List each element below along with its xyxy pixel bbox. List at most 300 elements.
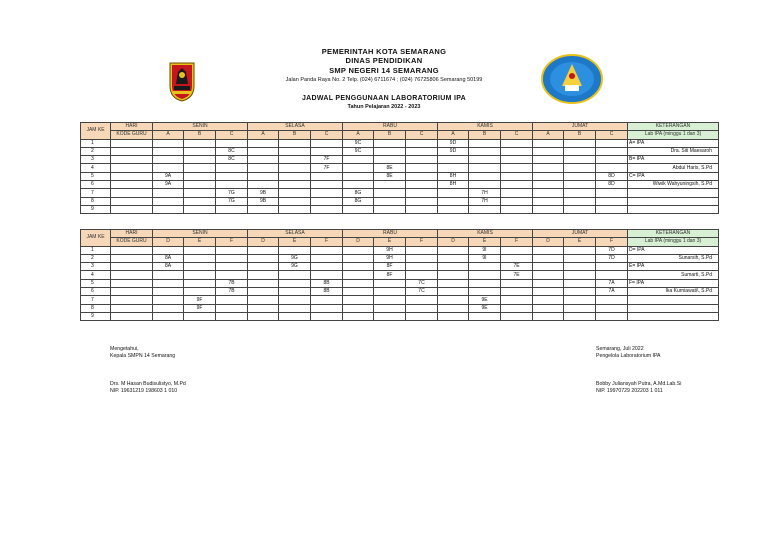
schedule-cell [279,205,311,213]
schedule-cell [279,181,311,189]
schedule-cell [564,288,596,296]
schedule-cell [438,271,469,279]
schedule-cell: 8D [596,181,628,189]
schedule-cell [374,304,406,312]
schedule-cell [438,288,469,296]
schedule-cell [406,172,438,180]
jam-number: 9 [81,205,111,213]
schedule-cell [153,147,184,155]
jam-ke-header: JAM KE [81,230,111,247]
schedule-cell [469,205,501,213]
jam-number: 2 [81,147,111,155]
education-emblem-icon [541,54,603,104]
class-header-d: D [248,238,279,246]
schedule-cell [501,189,533,197]
day-header-kamis: KAMIS [438,230,533,238]
schedule-cell [596,312,628,320]
schedule-cell [438,304,469,312]
schedule-table-def [80,229,719,321]
hari-header: HARI [111,230,153,238]
schedule-cell [184,271,216,279]
schedule-cell: 7F [311,156,343,164]
dept-name: DINAS PENDIDIKAN [345,56,423,65]
schedule-cell [184,189,216,197]
schedule-cell [184,164,216,172]
schedule-cell [311,189,343,197]
schedule-cell [564,312,596,320]
schedule-cell [248,312,279,320]
schedule-cell [343,246,374,254]
class-header-c: C [501,131,533,139]
header-row-days [81,123,719,131]
schedule-cell [248,288,279,296]
schedule-cell [533,156,564,164]
day-header-kamis: KAMIS [438,123,533,131]
schedule-cell: 8G [343,189,374,197]
schedule-cell [374,139,406,147]
schedule-cell: 8D [596,172,628,180]
schedule-cell [438,312,469,320]
schedule-cell [564,304,596,312]
schedule-cell: 9I [469,254,501,262]
schedule-cell [374,181,406,189]
schedule-cell: 8G [343,197,374,205]
schedule-cell [533,197,564,205]
schedule-cell: 7H [469,197,501,205]
table-row [81,246,719,254]
schedule-cell [279,164,311,172]
schedule-cell [438,279,469,287]
schedule-cell [501,172,533,180]
schedule-cell [533,189,564,197]
schedule-cell [596,263,628,271]
schedule-cell [533,205,564,213]
school-name: SMP NEGERI 14 SEMARANG [329,66,439,75]
schedule-cell: 8C [216,156,248,164]
schedule-cell [279,271,311,279]
schedule-cell [311,205,343,213]
schedule-cell: 9E [469,304,501,312]
schedule-cell [248,139,279,147]
schedule-cell: 8H [438,181,469,189]
schedule-cell [469,147,501,155]
day-header-rabu: RABU [343,123,438,131]
schedule-cell [564,296,596,304]
schedule-cell [596,156,628,164]
table-row [81,312,719,320]
schedule-cell [469,263,501,271]
table-row [81,181,719,189]
schedule-cell: 8F [374,263,406,271]
sig-left-name-block [110,381,186,395]
schedule-cell [533,181,564,189]
schedule-cell: 7E [501,263,533,271]
sig-left-acknowledge [110,346,175,360]
keterangan-cell [628,197,719,205]
class-header-b: B [184,131,216,139]
schedule-cell [406,181,438,189]
keterangan-header: KETERANGAN [628,123,719,131]
schedule-cell: 9B [248,189,279,197]
kode-guru-cell [111,197,153,205]
schedule-cell [596,189,628,197]
schedule-cell: 9H [374,246,406,254]
schedule-cell [343,263,374,271]
schedule-cell: 9F [184,304,216,312]
schedule-cell [248,271,279,279]
schedule-cell [469,279,501,287]
schedule-cell: 7G [216,197,248,205]
schedule-cell [564,279,596,287]
class-header-e: E [564,238,596,246]
schedule-cell [406,254,438,262]
sig-right-place-date [596,346,661,360]
schedule-cell [248,181,279,189]
schedule-cell [279,189,311,197]
schedule-cell [311,139,343,147]
schedule-cell [469,139,501,147]
jam-number: 7 [81,296,111,304]
schedule-cell [374,156,406,164]
schedule-cell [153,156,184,164]
jam-number: 1 [81,246,111,254]
schedule-cell [216,246,248,254]
schedule-cell [216,164,248,172]
schedule-cell [216,254,248,262]
schedule-cell [153,164,184,172]
schedule-cell [374,312,406,320]
schedule-cell [406,304,438,312]
schedule-cell: 8E [374,172,406,180]
schedule-cell [311,271,343,279]
schedule-cell: 7B [216,288,248,296]
schedule-cell: 7D [596,246,628,254]
jam-number: 6 [81,288,111,296]
schedule-cell [564,139,596,147]
sig-left-name: Drs. M Hasan Budisulistyo, M.Pd [110,381,186,387]
kode-guru-cell [111,139,153,147]
table-row [81,296,719,304]
kode-guru-cell [111,279,153,287]
schedule-cell [596,197,628,205]
schedule-cell: 7A [596,279,628,287]
class-header-b: B [564,131,596,139]
schedule-cell: 8E [374,164,406,172]
class-header-b: B [374,131,406,139]
schedule-cell [533,172,564,180]
table-row [81,189,719,197]
schedule-cell [153,246,184,254]
class-header-e: E [184,238,216,246]
schedule-cell [216,304,248,312]
schedule-cell [564,197,596,205]
schedule-cell [216,172,248,180]
schedule-cell: 7H [469,189,501,197]
day-header-selasa: SELASA [248,230,343,238]
schedule-cell [406,147,438,155]
schedule-cell: 9B [248,197,279,205]
keterangan-cell: Sunarsih, S.Pd [628,254,719,262]
schedule-cell: 7F [311,164,343,172]
keterangan-subheader: Lab IPA (minggu 1 dan 3) [628,238,719,246]
schedule-cell [406,246,438,254]
keterangan-header: KETERANGAN [628,230,719,238]
jam-number: 5 [81,279,111,287]
schedule-cell [374,279,406,287]
kode-guru-cell [111,296,153,304]
schedule-cell [184,181,216,189]
class-header-f: F [501,238,533,246]
schedule-cell [469,172,501,180]
kode-guru-cell [111,181,153,189]
schedule-cell [184,263,216,271]
schedule-cell [533,139,564,147]
jam-number: 4 [81,164,111,172]
schedule-cell: 9I [469,246,501,254]
schedule-cell [374,189,406,197]
class-header-e: E [279,238,311,246]
schedule-cell [438,246,469,254]
schedule-cell: 9D [438,139,469,147]
schedule-cell [279,246,311,254]
schedule-cell [596,304,628,312]
schedule-cell [343,205,374,213]
schedule-cell [248,263,279,271]
keterangan-cell [628,205,719,213]
schedule-cell [533,254,564,262]
schedule-cell [501,246,533,254]
schedule-cell [248,164,279,172]
schedule-cell [248,172,279,180]
kode-guru-cell [111,205,153,213]
jam-number: 5 [81,172,111,180]
school-address: Jalan Panda Raya No. 2 Telp. (024) 6711674 ; (024) 76725806 Semarang 50199 [285,77,483,83]
class-header-d: D [438,238,469,246]
schedule-cell [248,304,279,312]
day-header-jumat: JUMAT [533,230,628,238]
schedule-cell [564,164,596,172]
schedule-cell [406,189,438,197]
schedule-cell [343,164,374,172]
schedule-cell [279,296,311,304]
keterangan-cell: Abdul Haris, S.Pd [628,164,719,172]
schedule-cell [153,205,184,213]
schedule-cell [406,205,438,213]
jam-number: 8 [81,304,111,312]
schedule-cell [153,139,184,147]
jam-number: 3 [81,263,111,271]
day-header-senin: SENIN [153,230,248,238]
schedule-cell [153,296,184,304]
schedule-cell [279,156,311,164]
schedule-cell [311,304,343,312]
schedule-cell: 9C [343,139,374,147]
table-row [81,147,719,155]
keterangan-cell: D= IPA [628,246,719,254]
schedule-cell [343,304,374,312]
header-row-classes [81,131,719,139]
schedule-cell [596,147,628,155]
kode-guru-header: KODE GURU [111,131,153,139]
schedule-cell: 9G [279,254,311,262]
schedule-cell [533,304,564,312]
schedule-cell [438,156,469,164]
schedule-cell [184,139,216,147]
schedule-cell: 7C [406,288,438,296]
keterangan-subheader: Lab IPA (minggu 1 dan 3) [628,131,719,139]
schedule-cell [564,147,596,155]
table-row [81,164,719,172]
kode-guru-cell [111,147,153,155]
class-header-f: F [311,238,343,246]
kode-guru-cell [111,156,153,164]
schedule-cell [279,147,311,155]
schedule-cell [279,197,311,205]
schedule-cell [279,279,311,287]
schedule-cell [533,147,564,155]
city-emblem-icon [168,60,196,102]
schedule-cell [406,197,438,205]
academic-year: Tahun Pelajaran 2022 - 2023 [347,104,421,110]
schedule-cell: 7E [501,271,533,279]
class-header-e: E [374,238,406,246]
schedule-cell [438,296,469,304]
schedule-cell [596,205,628,213]
class-header-c: C [311,131,343,139]
table-row [81,197,719,205]
sig-left-line1: Mengetahui, [110,346,139,352]
header-row-days [81,230,719,238]
schedule-cell [311,181,343,189]
keterangan-cell: E= IPA [628,263,719,271]
sig-right-line2: Pengelola Laboratorium IPA [596,353,661,359]
schedule-cell [279,139,311,147]
schedule-cell: 7D [596,254,628,262]
schedule-cell [501,139,533,147]
schedule-cell [248,296,279,304]
keterangan-cell: Ika Kurniawati\, S.Pd [628,288,719,296]
table-row [81,139,719,147]
jam-number: 1 [81,139,111,147]
schedule-cell [406,312,438,320]
schedule-cell [406,271,438,279]
table-row [81,279,719,287]
schedule-cell [248,254,279,262]
schedule-cell [406,296,438,304]
keterangan-cell: Sumarti, S.Pd [628,271,719,279]
class-header-b: B [279,131,311,139]
class-header-a: A [343,131,374,139]
schedule-cell: 9C [343,147,374,155]
schedule-cell: 9F [184,296,216,304]
schedule-cell [279,288,311,296]
schedule-cell: 9D [438,147,469,155]
kode-guru-cell [111,246,153,254]
keterangan-cell [628,296,719,304]
schedule-table-abc [80,122,719,214]
class-header-d: D [343,238,374,246]
schedule-cell [343,279,374,287]
schedule-cell [153,279,184,287]
schedule-cell [501,288,533,296]
schedule-cell: 7G [216,189,248,197]
schedule-cell [438,197,469,205]
schedule-cell [184,197,216,205]
schedule-cell [406,263,438,271]
table-row [81,254,719,262]
keterangan-cell: C= IPA [628,172,719,180]
kode-guru-cell [111,263,153,271]
kode-guru-cell [111,304,153,312]
sig-right-nip: NIP. 19970729 202203 1 011 [596,388,663,394]
schedule-cell [501,279,533,287]
jam-number: 6 [81,181,111,189]
sig-right-name-block [596,381,681,395]
schedule-cell: 7B [216,279,248,287]
schedule-cell [564,156,596,164]
keterangan-cell [628,312,719,320]
schedule-cell [438,205,469,213]
schedule-cell [501,254,533,262]
class-header-b: B [469,131,501,139]
schedule-cell [311,172,343,180]
schedule-cell [153,288,184,296]
schedule-cell: 9E [469,296,501,304]
schedule-cell [564,189,596,197]
schedule-cell [311,263,343,271]
kode-guru-cell [111,271,153,279]
schedule-cell [184,205,216,213]
sig-left-line2: Kepala SMPN 14 Semarang [110,353,176,359]
schedule-cell [248,147,279,155]
schedule-cell [248,156,279,164]
class-header-c: C [406,131,438,139]
schedule-cell [343,181,374,189]
schedule-cell [374,288,406,296]
schedule-cell [596,271,628,279]
class-header-a: A [248,131,279,139]
schedule-cell [184,147,216,155]
jam-number: 4 [81,271,111,279]
schedule-cell [374,147,406,155]
class-header-e: E [469,238,501,246]
keterangan-cell: B= IPA [628,156,719,164]
schedule-cell [279,312,311,320]
schedule-cell [216,271,248,279]
schedule-cell: 8H [438,172,469,180]
govt-name: PEMERINTAH KOTA SEMARANG [321,47,447,56]
class-header-f: F [596,238,628,246]
schedule-cell [533,288,564,296]
keterangan-cell: Wiwik Wahyuningsih, S.Pd [628,181,719,189]
schedule-cell: 7A [596,288,628,296]
schedule-cell [438,164,469,172]
schedule-cell [311,312,343,320]
schedule-cell [501,156,533,164]
table-row [81,172,719,180]
schedule-cell [343,296,374,304]
schedule-cell [279,172,311,180]
schedule-cell: 8B [311,279,343,287]
schedule-cell [153,312,184,320]
schedule-cell [343,254,374,262]
schedule-cell [438,189,469,197]
sig-right-name: Bobby Juliansyah Putra, A.Md.Lab.Si [596,381,682,387]
schedule-cell [216,312,248,320]
schedule-cell [501,181,533,189]
kode-guru-cell [111,189,153,197]
schedule-cell: 9A [153,181,184,189]
